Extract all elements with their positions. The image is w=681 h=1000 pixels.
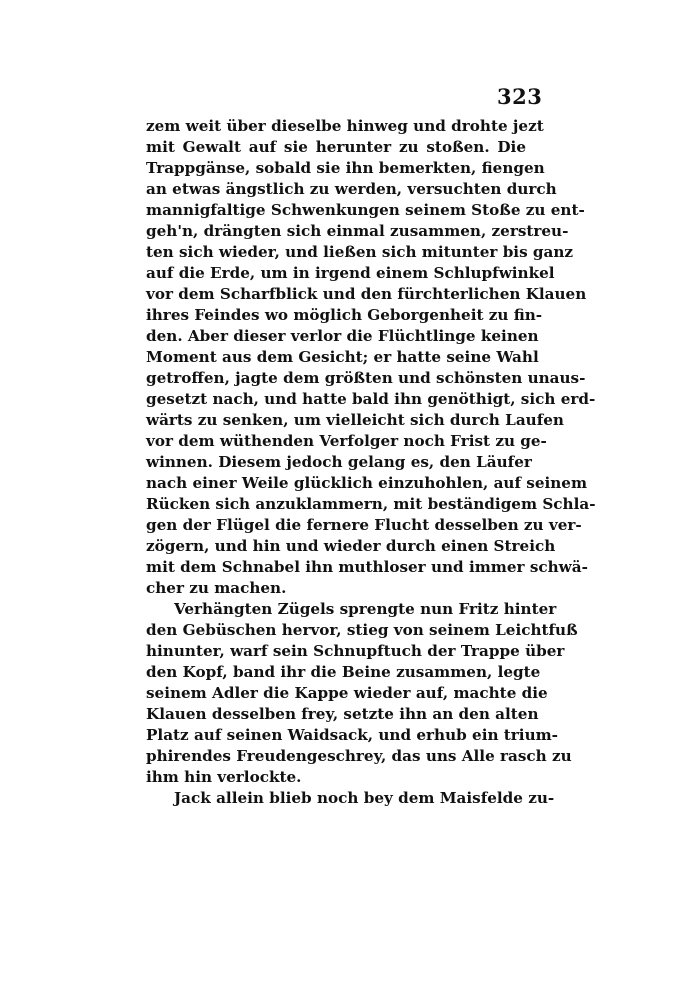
text-line: Jack allein blieb noch bey dem Maisfelde zu-: [174, 789, 555, 807]
text-line: hinunter, warf sein Schnupftuch der Trappe über: [146, 642, 565, 660]
text-line: cher zu machen.: [146, 579, 287, 597]
text-line: vor dem Scharfblick und den fürchterlichen Klauen: [146, 285, 587, 303]
text-line: Verhängten Zügels sprengte nun Fritz hinter: [174, 600, 557, 618]
text-line: getroffen, jagte dem größten und schönsten unaus-: [146, 369, 586, 387]
text-line: Platz auf seinen Waidsack, und erhub ein trium-: [146, 726, 558, 744]
text-line: vor dem wüthenden Verfolger noch Frist zu ge-: [146, 432, 547, 450]
text-line: winnen. Diesem jedoch gelang es, den Läufer: [146, 453, 532, 471]
text-line: auf die Erde, um in irgend einem Schlupfwinkel: [146, 264, 555, 282]
text-line: den Kopf, band ihr die Beine zusammen, legte: [146, 663, 541, 681]
text-line: ten sich wieder, und ließen sich mitunter bis ganz: [146, 243, 574, 261]
text-line: mit dem Schnabel ihn muthloser und immer schwä-: [146, 558, 588, 576]
text-line: mannigfaltige Schwenkungen seinem Stoße zu ent-: [146, 201, 585, 219]
text-line: wärts zu senken, um vielleicht sich durch Laufen: [146, 411, 564, 429]
text-line: zem weit über dieselbe hinweg und drohte jezt: [146, 117, 544, 135]
text-line: gesetzt nach, und hatte bald ihn genöthigt, sich erd-: [146, 390, 596, 408]
text-line: ihm hin verlockte.: [146, 768, 302, 786]
text-line: mit Gewalt auf sie herunter zu stoßen. Die: [146, 138, 526, 156]
text-line: geh'n, drängten sich einmal zusammen, zerstreu-: [146, 222, 569, 240]
text-line: Klauen desselben frey, setzte ihn an den alten: [146, 705, 539, 723]
text-line: gen der Flügel die fernere Flucht desselben zu ver-: [146, 516, 582, 534]
text-line: Moment aus dem Gesicht; er hatte seine Wahl: [146, 348, 539, 366]
text-line: Rücken sich anzuklammern, mit beständigem Schla-: [146, 495, 596, 513]
text-line: zögern, und hin und wieder durch einen Streich: [146, 537, 556, 555]
text-line: den Gebüschen hervor, stieg von seinem Leichtfuß: [146, 621, 578, 639]
text-line: den. Aber dieser verlor die Flüchtlinge keinen: [146, 327, 539, 345]
text-line: Trappgänse, sobald sie ihn bemerkten, fiengen: [146, 159, 545, 177]
text-line: seinem Adler die Kappe wieder auf, machte die: [146, 684, 548, 702]
text-line: phirendes Freudengeschrey, das uns Alle rasch zu: [146, 747, 572, 765]
body-text: [146, 116, 596, 809]
text-line: an etwas ängstlich zu werden, versuchten durch: [146, 180, 557, 198]
page-number: 323: [497, 84, 543, 109]
text-line: nach einer Weile glücklich einzuhohlen, auf seinem: [146, 474, 588, 492]
text-line: ihres Feindes wo möglich Geborgenheit zu fin-: [146, 306, 543, 324]
